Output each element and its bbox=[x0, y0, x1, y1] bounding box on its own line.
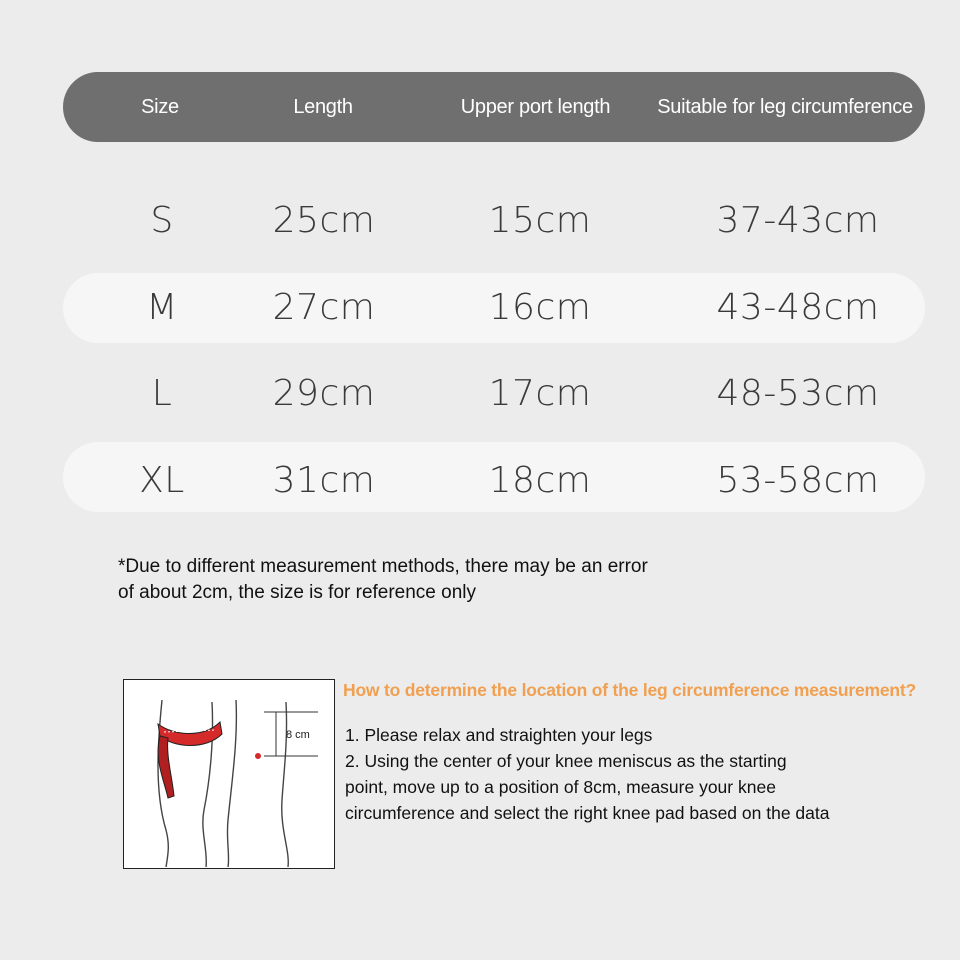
measurement-error-note bbox=[118, 554, 738, 606]
upper-port-length-cell: 15cm bbox=[488, 200, 592, 241]
leg-circumference-cell: 48-53cm bbox=[716, 373, 880, 414]
header-upper-port-length: Upper port length bbox=[460, 96, 611, 118]
header-leg-circumference: Suitable for leg circumference bbox=[657, 96, 913, 118]
leg-measurement-illustration bbox=[123, 679, 335, 869]
size-cell: S bbox=[150, 200, 174, 241]
table-row bbox=[0, 178, 960, 264]
size-cell: XL bbox=[139, 460, 185, 501]
upper-port-length-cell: 16cm bbox=[488, 287, 592, 328]
header-length: Length bbox=[293, 96, 353, 118]
table-row bbox=[0, 265, 960, 351]
leg-circumference-cell: 43-48cm bbox=[716, 287, 880, 328]
size-cell: M bbox=[146, 287, 178, 328]
table-row bbox=[0, 438, 960, 524]
table-row bbox=[0, 351, 960, 437]
eight-cm-label: 8 cm bbox=[286, 729, 310, 741]
leg-circumference-cell: 53-58cm bbox=[716, 460, 880, 501]
upper-port-length-cell: 17cm bbox=[488, 373, 592, 414]
step-2-line: 2. Using the center of your knee meniscus as the starting bbox=[345, 751, 787, 771]
step-2-line: circumference and select the right knee pad based on the data bbox=[345, 803, 830, 823]
length-cell: 29cm bbox=[272, 373, 376, 414]
length-cell: 31cm bbox=[272, 460, 376, 501]
header-size: Size bbox=[141, 96, 179, 118]
how-to-measure-title: How to determine the location of the leg circumference measurement? bbox=[343, 680, 916, 700]
note-line: *Due to different measurement methods, there may be an error bbox=[118, 556, 648, 577]
size-cell: L bbox=[151, 373, 173, 414]
measurement-steps bbox=[345, 722, 945, 826]
leg-sketch-icon bbox=[124, 680, 333, 867]
length-cell: 25cm bbox=[272, 200, 376, 241]
length-cell: 27cm bbox=[272, 287, 376, 328]
step-2-line: point, move up to a position of 8cm, measure your knee bbox=[345, 777, 776, 797]
step-1: 1. Please relax and straighten your legs bbox=[345, 725, 653, 745]
leg-circumference-cell: 37-43cm bbox=[716, 200, 880, 241]
size-table-header bbox=[63, 72, 925, 142]
upper-port-length-cell: 18cm bbox=[488, 460, 592, 501]
note-line: of about 2cm, the size is for reference only bbox=[118, 582, 477, 603]
